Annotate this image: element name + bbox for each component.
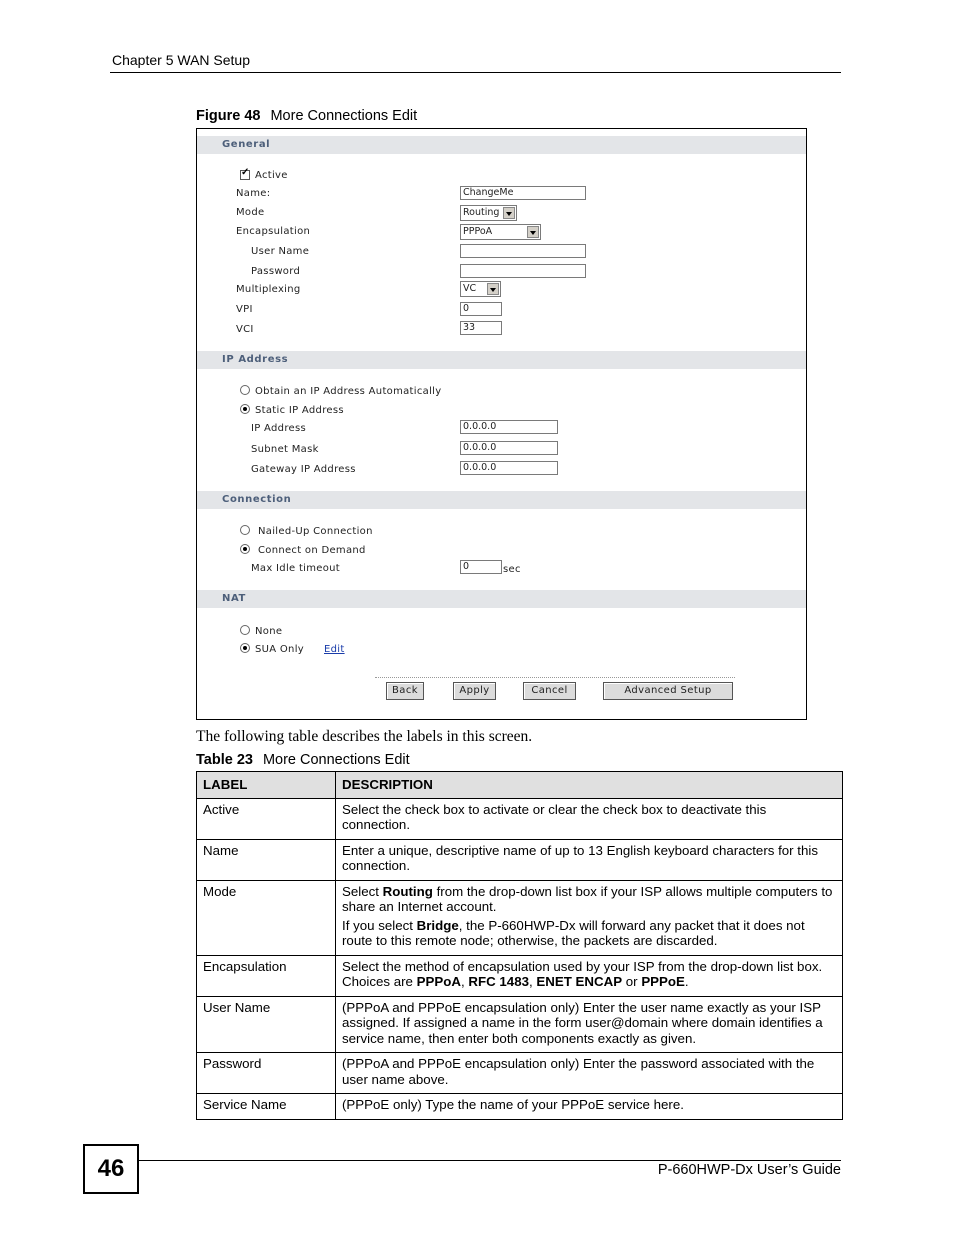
subnet-mask-label: Subnet Mask xyxy=(251,444,319,455)
name-input[interactable]: ChangeMe xyxy=(460,186,586,200)
row-description xyxy=(336,880,843,955)
chevron-down-icon xyxy=(503,207,515,219)
guide-title: P-660HWP-Dx User’s Guide xyxy=(657,1162,841,1178)
multiplexing-label: Multiplexing xyxy=(236,284,301,295)
bold-term: PPPoA xyxy=(416,974,461,989)
ip-address-label: IP Address xyxy=(251,423,306,434)
multiplexing-select[interactable] xyxy=(460,281,501,297)
encapsulation-select[interactable] xyxy=(460,224,541,240)
text-run: , xyxy=(461,974,469,989)
table-row xyxy=(197,880,843,955)
page-number: 46 xyxy=(83,1144,139,1194)
apply-button[interactable]: Apply xyxy=(453,682,496,700)
row-label: Service Name xyxy=(197,1094,336,1120)
max-idle-input[interactable]: 0 xyxy=(460,560,502,574)
row-label: Encapsulation xyxy=(197,955,336,996)
bold-term: Bridge xyxy=(416,917,459,933)
figure-caption xyxy=(196,108,417,124)
gateway-ip-input[interactable]: 0.0.0.0 xyxy=(460,461,558,475)
footer-rule xyxy=(139,1160,841,1161)
user-name-label: User Name xyxy=(251,246,310,257)
static-ip-label: Static IP Address xyxy=(255,405,344,416)
bold-term: Routing xyxy=(382,883,433,899)
section-ip-title: IP Address xyxy=(222,354,289,365)
idle-unit: sec xyxy=(503,564,521,575)
row-description: (PPPoA and PPPoE encapsulation only) Enter the user name exactly as your ISP assigned. If assigned a name in the form user@domain where domain identifies a service name, then enter both components exactly as given. xyxy=(336,996,843,1053)
vpi-label: VPI xyxy=(236,304,253,315)
text-run: , the P-660HWP-Dx will forward any packet that it does not route to this remote node; otherwise, the packets are discarded. xyxy=(342,917,805,948)
obtain-auto-radio[interactable] xyxy=(240,385,250,395)
table-row xyxy=(197,1094,843,1120)
row-label: Name xyxy=(197,839,336,880)
text-run: . xyxy=(684,974,689,989)
section-general-title: General xyxy=(222,139,271,150)
encapsulation-value: PPPoA xyxy=(463,226,493,237)
table-row xyxy=(197,1053,843,1094)
nailed-up-label: Nailed-Up Connection xyxy=(258,526,373,537)
name-label: Name: xyxy=(236,188,271,199)
table-row xyxy=(197,839,843,880)
section-ip-address xyxy=(197,351,806,369)
table-row xyxy=(197,996,843,1053)
active-checkbox[interactable] xyxy=(240,170,250,180)
table-number: Table 23 xyxy=(196,752,253,768)
row-description: (PPPoE only) Type the name of your PPPoE service here. xyxy=(336,1094,843,1120)
section-connection-title: Connection xyxy=(222,494,292,505)
text-run: Select the method of encapsulation used by your ISP from the drop-down list box. Choices are xyxy=(342,958,823,989)
ip-address-input[interactable]: 0.0.0.0 xyxy=(460,420,558,434)
table-row xyxy=(197,955,843,996)
obtain-auto-label: Obtain an IP Address Automatically xyxy=(255,386,442,397)
gateway-ip-label: Gateway IP Address xyxy=(251,464,356,475)
section-general xyxy=(197,136,806,154)
button-divider xyxy=(375,677,735,678)
row-description: Select the check box to activate or clear the check box to deactivate this connection. xyxy=(336,798,843,839)
chapter-header: Chapter 5 WAN Setup xyxy=(112,52,250,68)
static-ip-radio[interactable] xyxy=(240,404,250,414)
password-label: Password xyxy=(251,266,301,277)
header-label: LABEL xyxy=(197,772,336,799)
text-run: or xyxy=(622,974,642,989)
sua-only-radio[interactable] xyxy=(240,643,250,653)
cancel-button[interactable]: Cancel xyxy=(523,682,576,700)
bold-term: RFC 1483 xyxy=(468,974,529,989)
mode-desc-p1 xyxy=(342,884,836,915)
password-input[interactable] xyxy=(460,264,586,278)
back-button[interactable]: Back xyxy=(386,682,424,700)
connect-on-demand-label: Connect on Demand xyxy=(258,545,366,556)
bold-term: PPPoE xyxy=(641,974,685,989)
vci-input[interactable]: 33 xyxy=(460,321,502,335)
max-idle-label: Max Idle timeout xyxy=(251,563,341,574)
encapsulation-label: Encapsulation xyxy=(236,226,311,237)
chevron-down-icon xyxy=(487,283,499,295)
row-description xyxy=(336,955,843,996)
active-label: Active xyxy=(255,170,288,181)
section-nat xyxy=(197,590,806,608)
figure-title: More Connections Edit xyxy=(270,108,418,124)
mode-value: Routing xyxy=(463,207,500,218)
description-table xyxy=(196,771,843,1120)
row-description: Enter a unique, descriptive name of up to 13 English keyboard characters for this connection. xyxy=(336,839,843,880)
sua-only-label: SUA Only xyxy=(255,644,304,655)
chevron-down-icon xyxy=(527,226,539,238)
multiplexing-value: VC xyxy=(463,283,477,294)
table-row xyxy=(197,798,843,839)
section-nat-title: NAT xyxy=(222,593,246,604)
mode-label: Mode xyxy=(236,207,265,218)
row-label: Mode xyxy=(197,880,336,955)
row-label: User Name xyxy=(197,996,336,1053)
advanced-setup-button[interactable]: Advanced Setup xyxy=(603,682,733,700)
row-description: (PPPoA and PPPoE encapsulation only) Enter the password associated with the user name above. xyxy=(336,1053,843,1094)
table-caption xyxy=(196,752,410,768)
text-run: from the drop-down list box if your ISP allows multiple computers to share an Internet account. xyxy=(342,883,833,914)
figure-number: Figure 48 xyxy=(196,108,261,124)
user-name-input[interactable] xyxy=(460,244,586,258)
nat-none-radio[interactable] xyxy=(240,625,250,635)
section-connection xyxy=(197,491,806,509)
table-title: More Connections Edit xyxy=(262,752,410,768)
intro-text: The following table describes the labels in this screen. xyxy=(196,728,533,745)
nat-none-label: None xyxy=(255,626,283,637)
mode-desc-p2 xyxy=(342,918,836,949)
header-description: DESCRIPTION xyxy=(336,772,843,799)
screenshot-frame xyxy=(196,128,807,720)
vci-label: VCI xyxy=(236,324,254,335)
mode-select[interactable] xyxy=(460,205,517,221)
text-run: Select xyxy=(342,883,383,899)
bold-term: ENET ENCAP xyxy=(536,974,623,989)
header-rule xyxy=(110,72,841,73)
nat-edit-link[interactable]: Edit xyxy=(324,644,345,655)
text-run: , xyxy=(529,974,537,989)
subnet-mask-input[interactable]: 0.0.0.0 xyxy=(460,441,558,455)
row-label: Password xyxy=(197,1053,336,1094)
vpi-input[interactable]: 0 xyxy=(460,302,502,316)
text-run: If you select xyxy=(342,917,417,933)
table-header-row xyxy=(197,772,843,799)
connect-on-demand-radio[interactable] xyxy=(240,544,250,554)
row-label: Active xyxy=(197,798,336,839)
nailed-up-radio[interactable] xyxy=(240,525,250,535)
